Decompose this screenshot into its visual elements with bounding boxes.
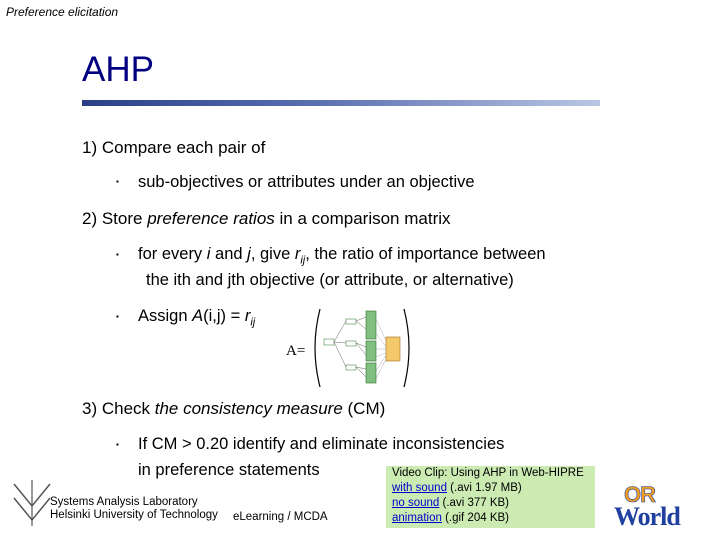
step-3-prefix: 3) Check [82, 399, 155, 418]
text: ij [250, 316, 256, 329]
text: , give [250, 245, 295, 263]
footer-course: eLearning / MCDA [233, 511, 328, 523]
video-link-with-sound[interactable]: with sound [392, 482, 447, 494]
video-link-animation[interactable]: animation [392, 512, 442, 524]
step-2 [82, 209, 451, 229]
bullet-icon: ▪ [116, 312, 119, 321]
step-2-suffix: in a comparison matrix [274, 209, 451, 228]
right-bracket [404, 309, 409, 387]
text: and [210, 245, 248, 263]
step-1: 1) Compare each pair of [82, 138, 266, 157]
video-link-info: (.gif 204 KB) [441, 512, 509, 524]
video-link-no-sound[interactable]: no sound [392, 497, 440, 509]
or-world-logo [606, 482, 716, 534]
video-link-row [392, 481, 595, 496]
text: A [192, 307, 204, 325]
video-link-row [392, 511, 595, 526]
section-header: Preference elicitation [6, 5, 119, 19]
text: i [206, 245, 211, 263]
step-3-sub-line-2: in preference statements [138, 461, 320, 479]
footer-lab: Systems Analysis Laboratory [50, 496, 198, 508]
matrix-label: A= [286, 343, 306, 359]
step-2-sub-2 [138, 307, 255, 328]
left-bracket [315, 309, 320, 387]
slide-title: AHP [82, 50, 154, 89]
step-3-sub-line-1: If CM > 0.20 identify and eliminate inconsistencies [138, 435, 505, 453]
step-2-emphasis: preference ratios [147, 209, 275, 228]
step-3 [82, 399, 385, 419]
comparison-matrix-diagram [308, 305, 418, 391]
step-3-suffix: (CM) [342, 399, 386, 418]
bullet-icon: ▪ [116, 250, 119, 259]
logo-or: OR [624, 482, 655, 507]
step-3-emphasis: the consistency measure [154, 399, 343, 418]
video-title: Video Clip: Using AHP in Web-HIPRE [392, 467, 584, 479]
bullet-icon: ▪ [116, 440, 119, 449]
step-2-prefix: 2) Store [82, 209, 148, 228]
university-logo-icon [10, 478, 54, 528]
video-link-info: (.avi 1.97 MB) [446, 482, 522, 494]
text: for every [138, 245, 207, 263]
text: j [247, 245, 251, 263]
text: , the ratio of importance between [305, 245, 546, 263]
step-1-sub: sub-objectives or attributes under an objective [138, 173, 475, 191]
text: r [244, 307, 251, 325]
video-link-info: (.avi 377 KB) [439, 497, 509, 509]
text: Assign [138, 307, 193, 325]
logo-world: World [614, 502, 680, 531]
title-underline [82, 100, 600, 106]
text: ij [300, 254, 306, 267]
bullet-icon: ▪ [116, 177, 119, 186]
text: (i,j) = [203, 307, 245, 325]
video-link-row [392, 496, 595, 511]
footer-university: Helsinki University of Technology [50, 509, 218, 521]
hierarchy-thumbnail [324, 311, 400, 383]
video-clip-box [386, 466, 595, 528]
step-2-sub-1-line-2: the ith and jth objective (or attribute, or alternative) [146, 271, 514, 289]
step-2-sub-1 [138, 245, 546, 266]
text: r [294, 245, 301, 263]
